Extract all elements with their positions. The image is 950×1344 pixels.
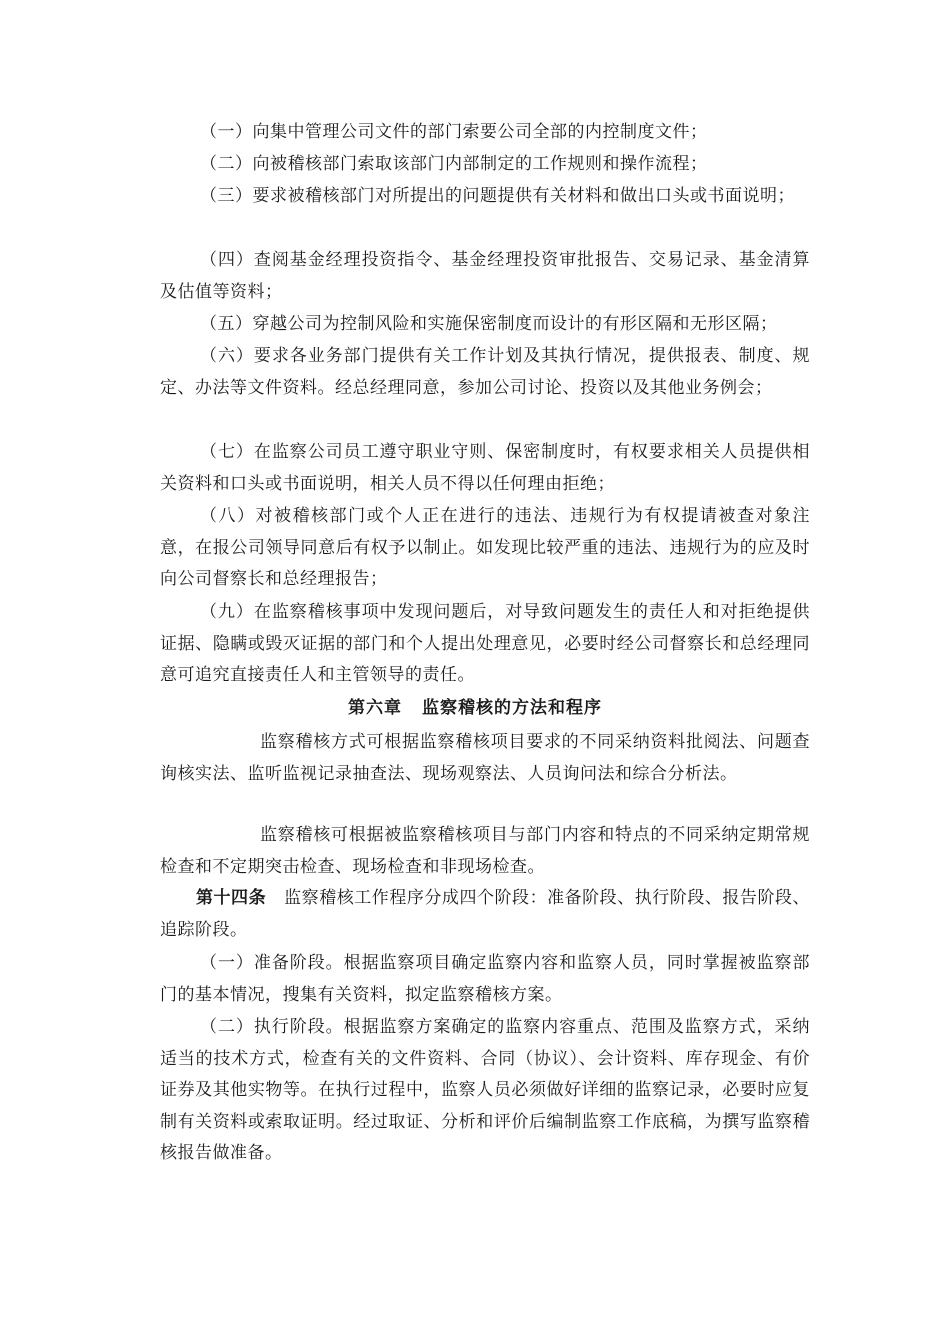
stage-item-2: （二）执行阶段。根据监察方案确定的监察内容重点、范围及监察方式，采纳适当的技术方式，检查有关的文件资料、合同（协议）、会计资料、库存现金、有价证券及其他实物等。在执行过程中，监察人员必须做好详细的监察记录，必要时应复制有关资料或索取证明。经过取证、分析和评价后编制监察工作底稿，为撰写监察稽核报告做准备。 (160, 1017, 810, 1163)
article-14-label: 第十四条 (196, 888, 267, 908)
paragraph-item-9: （九）在监察稽核事项中发现问题后，对导致问题发生的责任人和对拒绝提供证据、隐瞒或毁灭证据的部门和个人提出处理意见，必要时经公司督察长和总经理同意可追究直接责任人和主管领导的责任。 (160, 602, 810, 685)
inspection-paragraph: 监察稽核可根据被监察稽核项目与部门内容和特点的不同采纳定期常规检查和不定期突击检查、现场检查和非现场检查。 (160, 825, 810, 877)
paragraph-item-8: （八）对被稽核部门或个人正在进行的违法、违规行为有权提请被查对象注意，在报公司领导同意后有权予以制止。如发现比较严重的违法、违规行为的应及时向公司督察长和总经理报告； (160, 506, 810, 589)
chapter-title: 监察稽核的方法和程序 (422, 698, 602, 718)
paragraph-item-3: （三）要求被稽核部门对所提出的问题提供有关材料和做出口头或书面说明； (200, 186, 795, 206)
paragraph-item-5: （五）穿越公司为控制风险和实施保密制度而设计的有形区隔和无形区隔； (200, 314, 778, 334)
paragraph-item-2: （二）向被稽核部门索取该部门内部制定的工作规则和操作流程； (200, 154, 708, 174)
paragraph-item-1: （一）向集中管理公司文件的部门索要公司全部的内控制度文件； (200, 122, 708, 142)
article-14-text: 监察稽核工作程序分成四个阶段：准备阶段、执行阶段、报告阶段、追踪阶段。 (160, 888, 811, 940)
paragraph-item-7: （七）在监察公司员工遵守职业守则、保密制度时，有权要求相关人员提供相关资料和口头或书面说明，相关人员不得以任何理由拒绝； (160, 442, 810, 494)
chapter-heading (0, 693, 950, 725)
chapter-number: 第六章 (348, 698, 402, 718)
stage-item-1: （一）准备阶段。根据监察项目确定监察内容和监察人员，同时掌握被监察部门的基本情况，搜集有关资料，拟定监察稽核方案。 (160, 953, 810, 1005)
paragraph-item-4: （四）查阅基金经理投资指令、基金经理投资审批报告、交易记录、基金清算及估值等资料； (160, 250, 810, 302)
article-14-paragraph (160, 883, 810, 946)
methods-paragraph: 监察稽核方式可根据监察稽核项目要求的不同采纳资料批阅法、问题查询核实法、监听监视记录抽查法、现场观察法、人员询问法和综合分析法。 (160, 732, 810, 784)
paragraph-item-6: （六）要求各业务部门提供有关工作计划及其执行情况，提供报表、制度、规定、办法等文件资料。经总经理同意，参加公司讨论、投资以及其他业务例会； (160, 346, 810, 398)
